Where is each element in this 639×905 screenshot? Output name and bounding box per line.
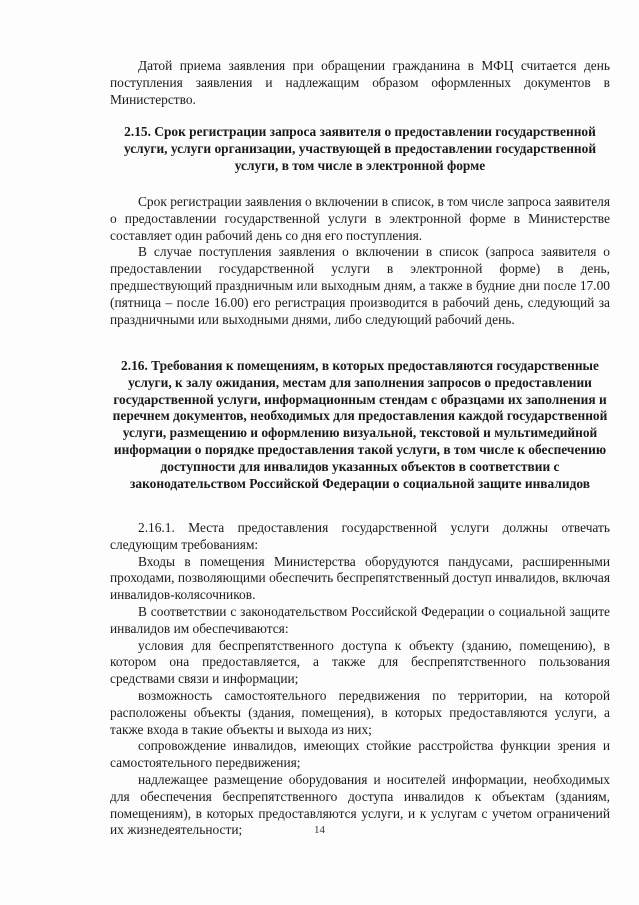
heading-2-15: 2.15. Срок регистрации запроса заявителя о предоставлении государственной услуги, услуги организации, участвующей в предоставлении государственной услуги, в том числе в электронной форме [123,124,597,173]
paragraph-equipment: надлежащее размещение оборудования и носителей информации, необходимых для обеспечения беспрепятственного доступа инвалидов к объектам (зданиям, помещениям), в которых предоставляются услуги, и к услугам с учетом ограничений их жизнедеятельности; [110,771,610,838]
paragraph-reception-date: Датой приема заявления при обращении гражданина в МФЦ считается день поступления заявления и надлежащим образом оформленных документов в Министерство. [110,58,610,107]
page-number: 14 [314,824,325,836]
paragraph-movement: возможность самостоятельного передвижения по территории, на которой расположены объекты (здания, помещения), в которых предоставляются услуги, а также входа в такие объекты и выхода из них; [110,687,610,737]
paragraph-escort: сопровождение инвалидов, имеющих стойкие расстройства функции зрения и самостоятельного передвижения; [110,738,610,771]
paragraph-legislation: В соответствии с законодательством Российской Федерации о социальной защите инвалидов им обеспечиваются: [110,603,610,636]
section-2-16-body [110,520,610,839]
section-2-15-body [110,194,610,328]
paragraph-registration-term: Срок регистрации заявления о включении в список, в том числе запроса заявителя о предоставлении государственной услуги в электронной форме в Министерстве составляет один рабочий день со дня его поступления. [110,194,610,243]
heading-2-16: 2.16. Требования к помещениям, в которых предоставляются государственные услуги, к залу ожидания, местам для заполнения запросов о предоставлении государственной услуги, информационным стендам с образцами их заполнения и перечнем документов, необходимых для предоставления каждой государственной услуги, размещению и оформлению визуальной, текстовой и мультимедийной информации о порядке предоставления такой услуги, в том числе к обеспечению доступности для инвалидов указанных объектов в соответствии с законодательством Российской Федерации о социальной защите инвалидов [112,358,608,491]
paragraph-entrances: Входы в помещения Министерства оборудуются пандусами, расширенными проходами, позволяющими обеспечить беспрепятственный доступ инвалидов, включая инвалидов-колясочников. [110,553,610,603]
paragraph-holiday-registration: В случае поступления заявления о включении в список (запроса заявителя о предоставлении государственной услуги в электронной форме) в день, предшествующий праздничным или выходным дням, а также в будние дни после 17.00 (пятница – после 16.00) его регистрация производится в рабочий день, следующий за праздничными или выходными днями, либо следующий рабочий день. [110,244,610,327]
paragraph-2-16-1: 2.16.1. Места предоставления государственной услуги должны отвечать следующим требованиям: [110,520,610,552]
paragraph-access-conditions: условия для беспрепятственного доступа к объекту (зданию, помещению), в котором она предоставляется, а также для беспрепятственного пользования средствами связи и информации; [110,637,610,687]
